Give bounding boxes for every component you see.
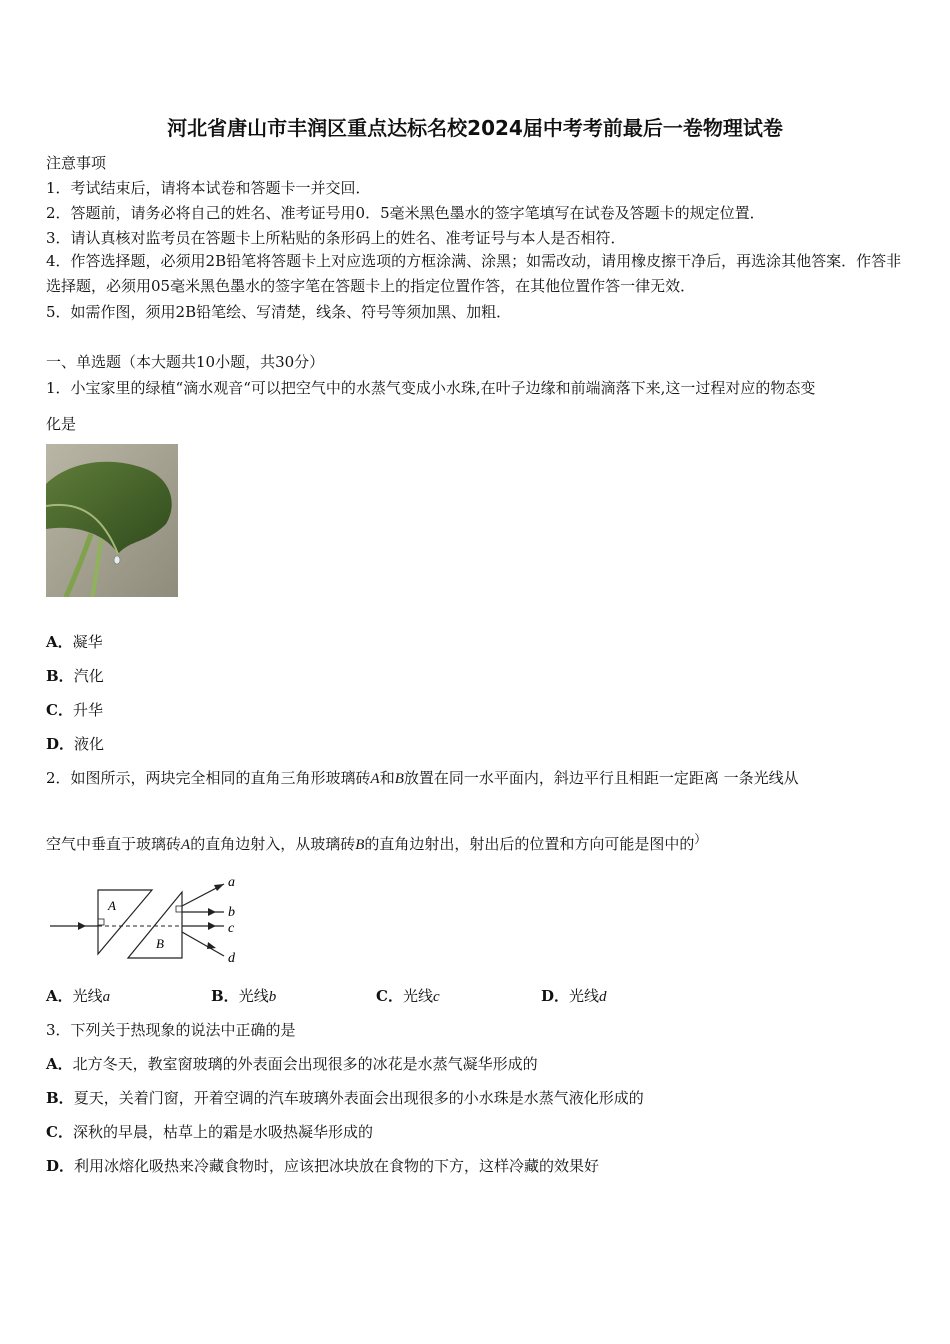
q3-option-a: A．北方冬天，教室窗玻璃的外表面会出现很多的冰花是水蒸气凝华形成的 — [46, 1055, 538, 1073]
ray-label: c — [228, 921, 235, 936]
leaf-photo — [46, 444, 178, 597]
ray-label: d — [228, 951, 235, 966]
q2-stem-cont: 空气中垂直于玻璃砖A的直角边射入，从玻璃砖B的直角边射出，射出后的位置和方向可能是图中的） — [46, 832, 707, 853]
ray-label: b — [228, 905, 235, 920]
option-label: A． — [46, 633, 73, 651]
block-b-label: B — [156, 936, 164, 951]
option-text: 升华 — [72, 701, 103, 719]
q1-option-a — [46, 631, 103, 652]
ray-label: a — [228, 875, 235, 890]
page-title: 河北省唐山市丰润区重点达标名校2024届中考考前最后一卷物理试卷 — [167, 116, 783, 140]
q2-option-b: B．光线b — [211, 987, 277, 1005]
notice-item: 3．请认真核对监考员在答题卡上所粘贴的条形码上的姓名、准考证号与本人是否相符． — [46, 229, 626, 247]
option-label: B． — [46, 667, 74, 685]
q1-option-b — [46, 665, 104, 686]
notice-item: 5．如需作图，须用2B铅笔绘、写清楚，线条、符号等须加黑、加粗． — [46, 303, 512, 321]
q1-stem: 1．小宝家里的绿植“滴水观音“可以把空气中的水蒸气变成小水珠,在叶子边缘和前端滴落下来,这一过程对应的物态变 — [46, 379, 816, 397]
q1-option-c — [46, 699, 103, 720]
option-text: 汽化 — [73, 667, 104, 685]
notice-item: 4．作答选择题，必须用2B铅笔将答题卡上对应选项的方框涂满、涂黑；如需改动，请用橡皮擦干净后，再选涂其他答案．作答非选择题，必须用05毫米黑色墨水的签字笔在答题卡上的指定位置作答，在其他位置作答一律无效． — [46, 252, 902, 295]
q2-option-d: D．光线d — [541, 987, 607, 1005]
q3-option-b: B．夏天，关着门窗，开着空调的汽车玻璃外表面会出现很多的小水珠是水蒸气液化形成的 — [46, 1089, 644, 1107]
option-label: C． — [46, 701, 73, 719]
block-a-label: A — [108, 898, 116, 913]
option-text: 液化 — [74, 735, 105, 753]
q1-option-d — [46, 733, 104, 754]
notice-item: 1．考试结束后，请将本试卷和答题卡一并交回． — [46, 179, 371, 197]
q3-option-c: C．深秋的早晨，枯草上的霜是水吸热凝华形成的 — [46, 1123, 373, 1141]
notice-heading: 注意事项 — [46, 154, 107, 172]
prism-diagram — [48, 872, 248, 976]
notice-item: 2．答题前，请务必将自己的姓名、准考证号用0．5毫米黑色墨水的签字笔填写在试卷及答题卡的规定位置． — [46, 204, 765, 222]
q1-stem-cont: 化是 — [46, 415, 77, 433]
q2-option-a: A．光线a — [46, 987, 111, 1005]
option-label: D． — [46, 735, 75, 753]
section-heading: 一、单选题（本大题共10小题，共30分） — [46, 353, 325, 371]
q2-option-c: C．光线c — [376, 987, 440, 1005]
q3-option-d: D．利用冰熔化吸热来冷藏食物时，应该把冰块放在食物的下方，这样冷藏的效果好 — [46, 1157, 600, 1175]
q3-stem: 3．下列关于热现象的说法中正确的是 — [46, 1021, 296, 1039]
option-text: 凝华 — [72, 633, 103, 651]
q2-stem: 2．如图所示，两块完全相同的直角三角形玻璃砖A和B放置在同一水平面内，斜边平行且相距一定距离 一条光线从 — [46, 769, 799, 787]
